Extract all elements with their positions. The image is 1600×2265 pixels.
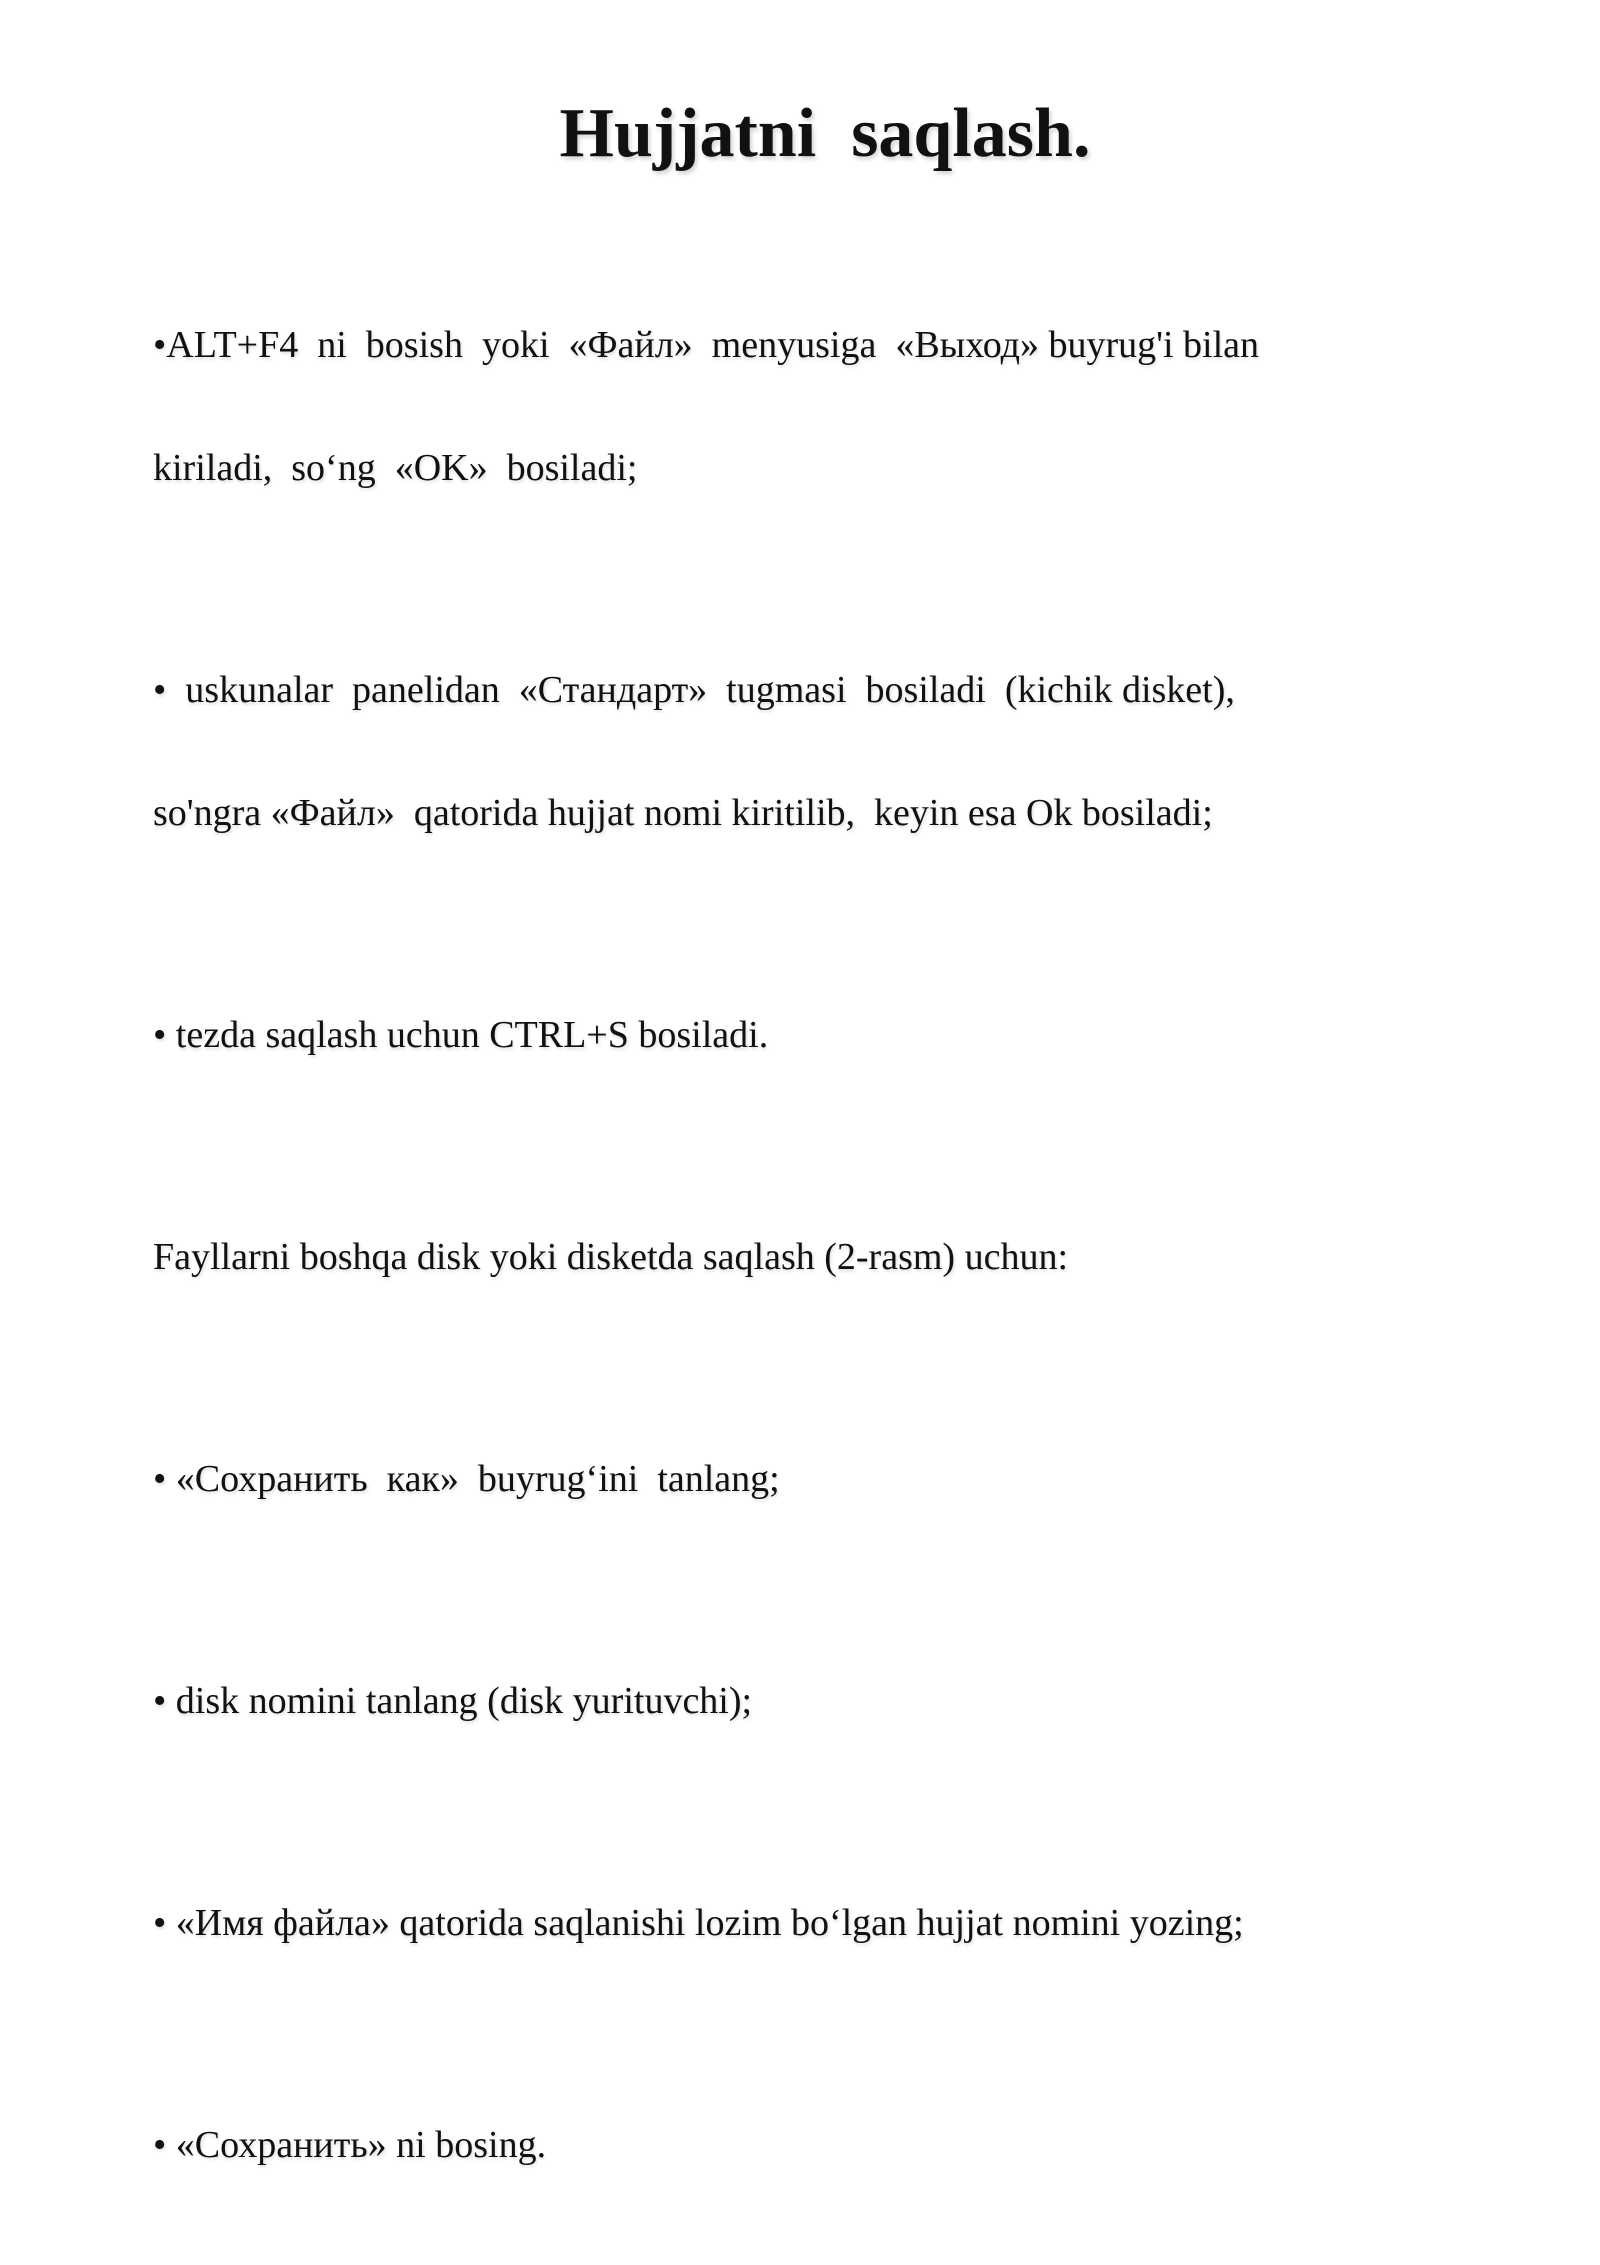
paragraph-toolbar-save — [153, 588, 1453, 916]
paragraph-close-app — [153, 243, 1453, 571]
paragraph-file-name — [153, 1821, 1453, 2026]
paragraph-save-as — [153, 1377, 1453, 1582]
paragraph-line: • «Имя файла» qatorida saqlanishi lozim bo‘lgan hujjat nomini yozing; — [153, 1902, 1244, 1944]
paragraph-line: •ALT+F4 ni bosish yoki «Файл» menyusiga «Выход» buyrug'i bilan — [153, 324, 1260, 366]
paragraph-press-save — [153, 2043, 1453, 2248]
paragraph-line: Fayllarni boshqa disk yoki disketda saqlash (2-rasm) uchun: — [153, 1236, 1069, 1278]
paragraph-line: • «Сохранить» ni bosing. — [153, 2124, 547, 2166]
paragraph-choose-disk — [153, 1599, 1453, 1804]
slide-body — [153, 243, 1453, 2265]
slide-title: Hujjatni saqlash. — [559, 95, 1091, 172]
paragraph-line: • uskunalar panelidan «Стандарт» tugmasi bosiladi (kichik disket), — [153, 669, 1235, 711]
paragraph-line: kiriladi, so‘ng «OK» bosiladi; — [153, 447, 638, 489]
paragraph-line: • «Сохранить как» buyrug‘ini tanlang; — [153, 1458, 780, 1500]
paragraph-save-other-disk — [153, 1155, 1453, 1360]
paragraph-quick-save — [153, 933, 1453, 1138]
paragraph-line: so'ngra «Файл» qatorida hujjat nomi kiritilib, keyin esa Ok bosiladi; — [153, 792, 1213, 834]
paragraph-line: • tezda saqlash uchun CTRL+S bosiladi. — [153, 1014, 769, 1056]
paragraph-line: • disk nomini tanlang (disk yurituvchi); — [153, 1680, 753, 1722]
